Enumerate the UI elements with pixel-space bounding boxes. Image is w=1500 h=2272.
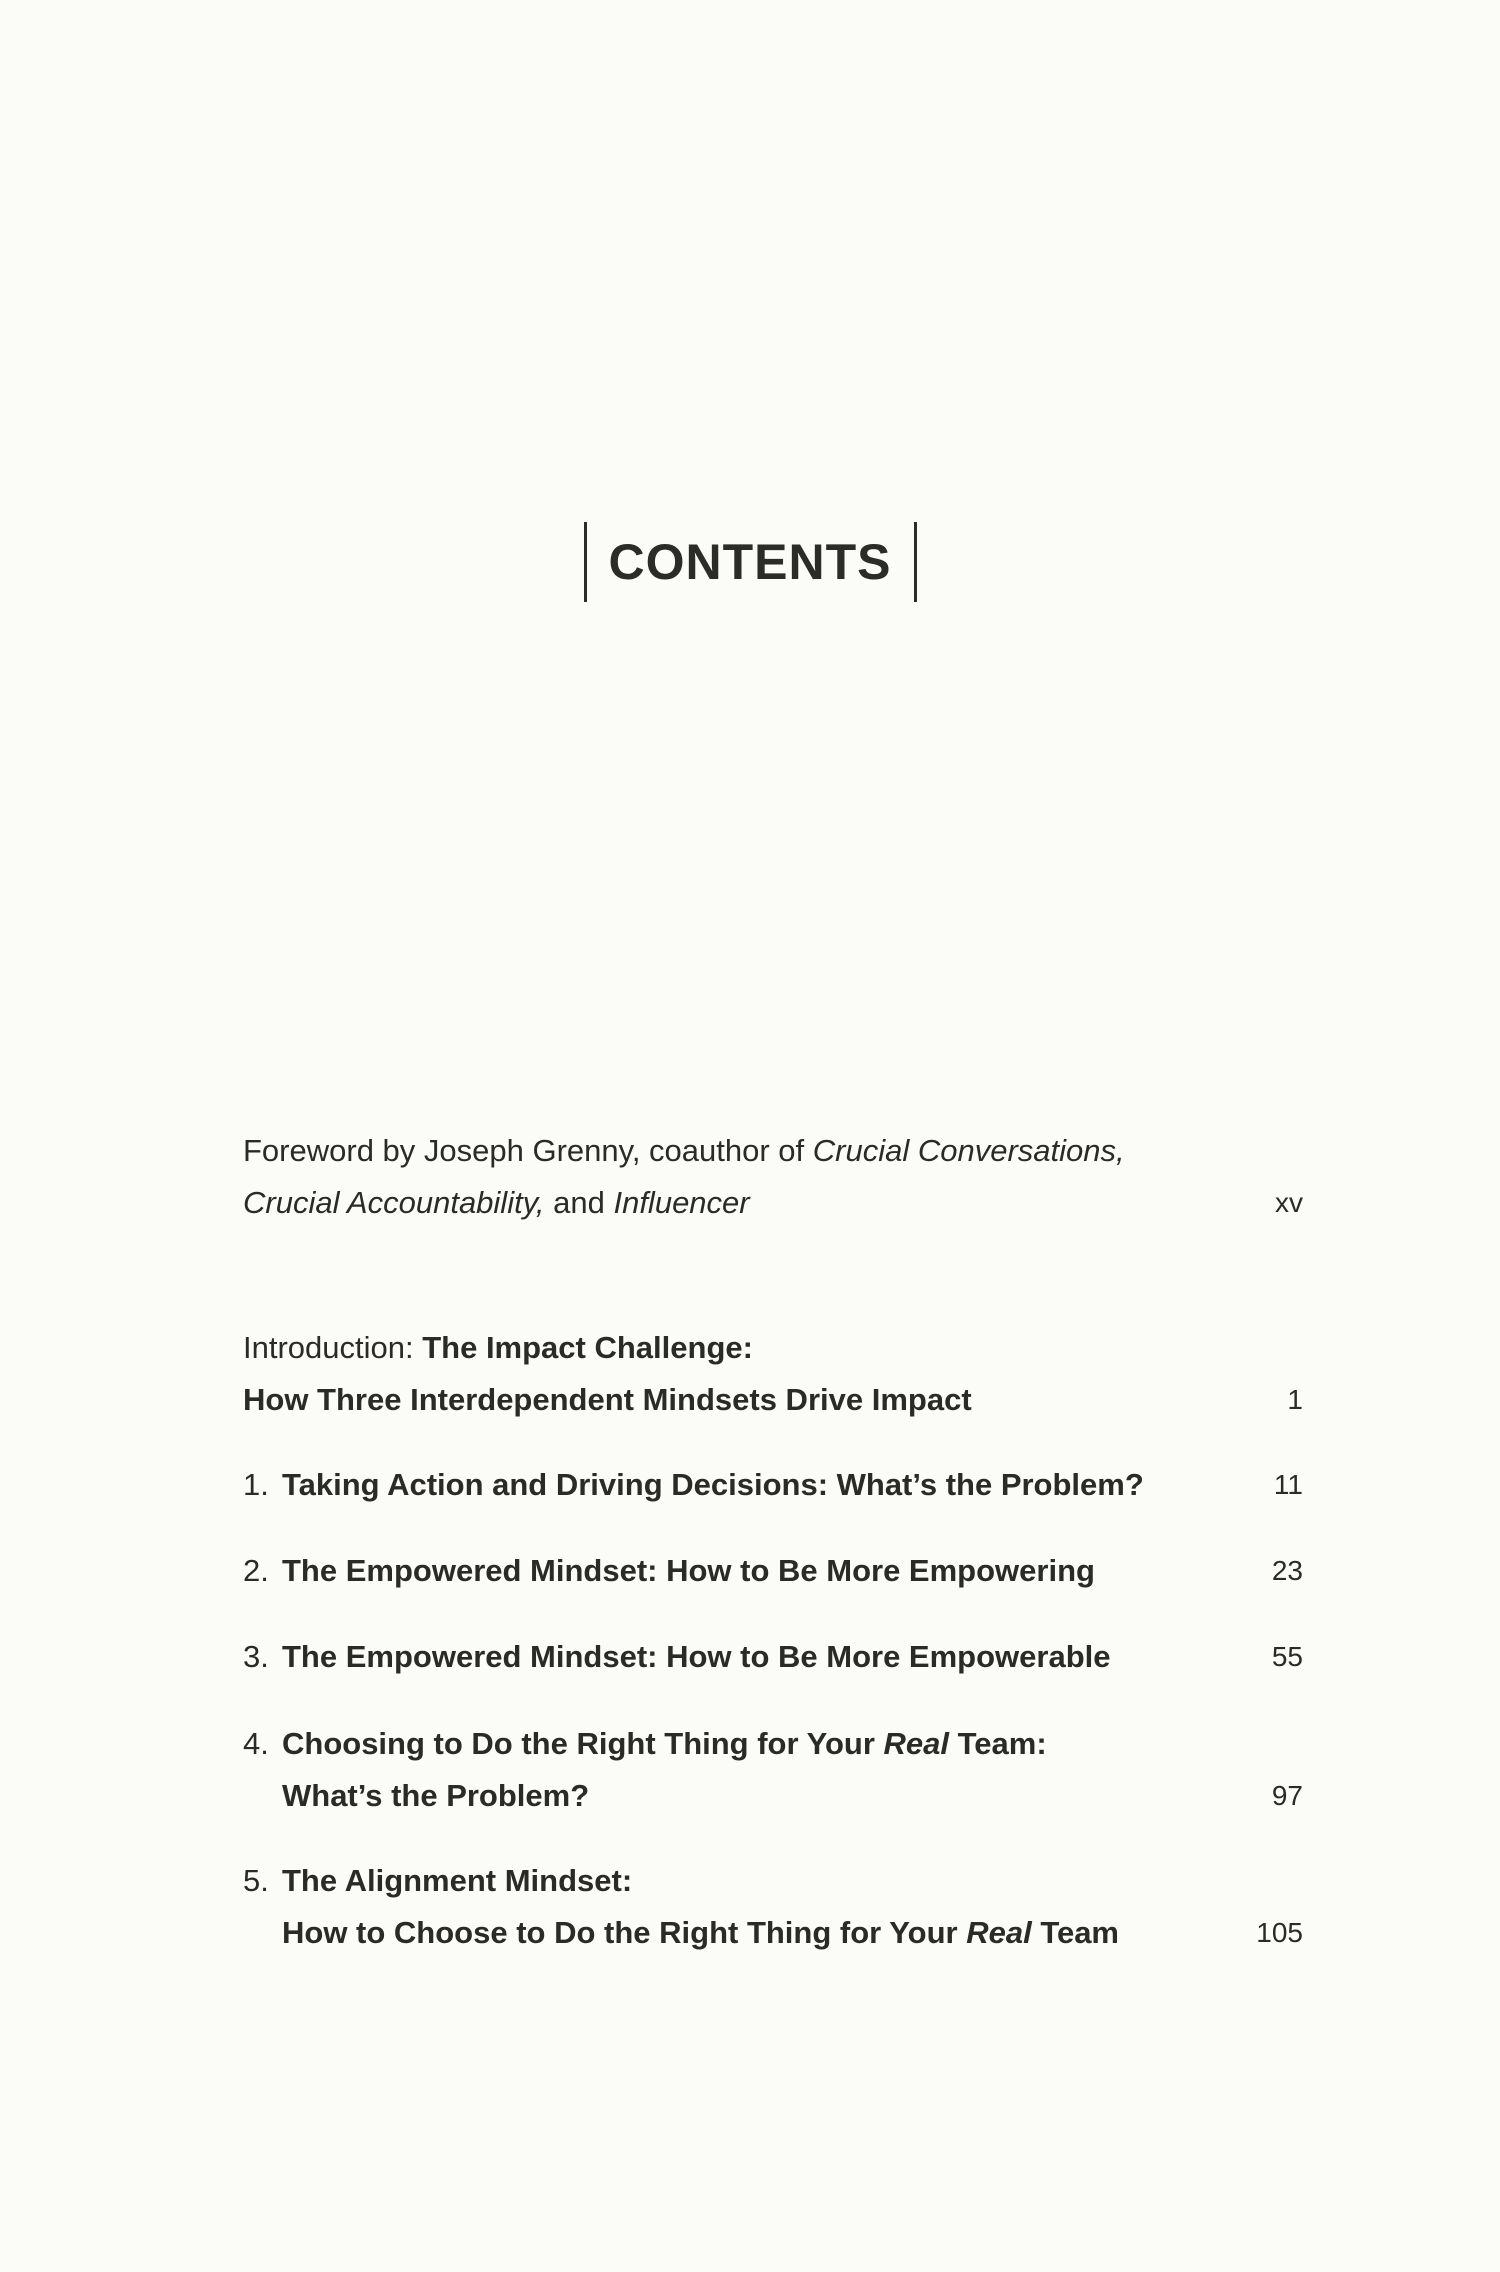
chapter-number: 4. (243, 1726, 269, 1761)
chapter-line (243, 1545, 1303, 1597)
page-number: 23 (1271, 1555, 1303, 1586)
chapter-line-1 (243, 1718, 1303, 1770)
toc-entry-chapter-4[interactable] (243, 1718, 1303, 1822)
foreword-connector: and (544, 1185, 614, 1220)
toc-entry-chapter-5[interactable] (243, 1855, 1303, 1959)
heading-right-bar (914, 522, 917, 602)
chapter-number: 5. (243, 1863, 269, 1898)
page-number: 1 (1287, 1384, 1303, 1415)
chapter-number: 2. (243, 1553, 269, 1588)
chapter-number: 3. (243, 1639, 269, 1674)
chapter-line (243, 1631, 1303, 1683)
chapter-title-line-2-part-a: How to Choose to Do the Right Thing for Your (282, 1915, 967, 1950)
introduction-line-1 (243, 1322, 1303, 1374)
foreword-book-3: Influencer (613, 1185, 750, 1220)
foreword-prefix: Foreword by Joseph Grenny, coauthor of (243, 1133, 813, 1168)
chapter-title-line-2-part-b: Team (1031, 1915, 1119, 1950)
chapter-number: 1. (243, 1467, 269, 1502)
introduction-label: Introduction: (243, 1330, 423, 1365)
chapter-title-italic: Real (966, 1915, 1032, 1950)
chapter-title-part-a: Choosing to Do the Right Thing for Your (282, 1726, 884, 1761)
chapter-title-part-b: Team: (949, 1726, 1047, 1761)
chapter-title-italic: Real (883, 1726, 950, 1761)
page-number: xv (1275, 1187, 1303, 1218)
page-number: 97 (1271, 1780, 1303, 1811)
chapter-title: The Alignment Mindset: (282, 1863, 633, 1898)
heading-left-bar (584, 522, 587, 602)
page-number: 105 (1256, 1917, 1303, 1948)
chapter-title: Taking Action and Driving Decisions: What’s the Problem? (282, 1467, 1144, 1502)
page-number: 55 (1271, 1641, 1303, 1672)
chapter-title: The Empowered Mindset: How to Be More Empowering (282, 1553, 1095, 1588)
toc-entry-chapter-1[interactable] (243, 1459, 1303, 1511)
chapter-line (243, 1459, 1303, 1511)
foreword-book-2: Crucial Accountability, (243, 1185, 545, 1220)
introduction-title: The Impact Challenge: (422, 1330, 753, 1365)
foreword-line-2 (243, 1177, 1303, 1229)
toc-entry-foreword[interactable] (243, 1125, 1303, 1229)
foreword-line-1 (243, 1125, 1303, 1177)
chapter-line-2 (243, 1770, 1303, 1822)
chapter-title: The Empowered Mindset: How to Be More Empowerable (282, 1639, 1111, 1674)
heading-text: CONTENTS (608, 533, 892, 590)
toc-entry-chapter-2[interactable] (243, 1545, 1303, 1597)
toc-entry-introduction[interactable] (243, 1322, 1303, 1426)
foreword-book-1: Crucial Conversations, (812, 1133, 1125, 1168)
chapter-title-line-2: What’s the Problem? (282, 1778, 590, 1813)
toc-entry-chapter-3[interactable] (243, 1631, 1303, 1683)
chapter-line-2 (243, 1907, 1303, 1959)
introduction-line-2 (243, 1374, 1303, 1426)
introduction-subtitle: How Three Interdependent Mindsets Drive Impact (243, 1382, 972, 1417)
contents-heading (0, 518, 1500, 602)
chapter-line-1 (243, 1855, 1303, 1907)
page-number: 11 (1273, 1469, 1303, 1500)
